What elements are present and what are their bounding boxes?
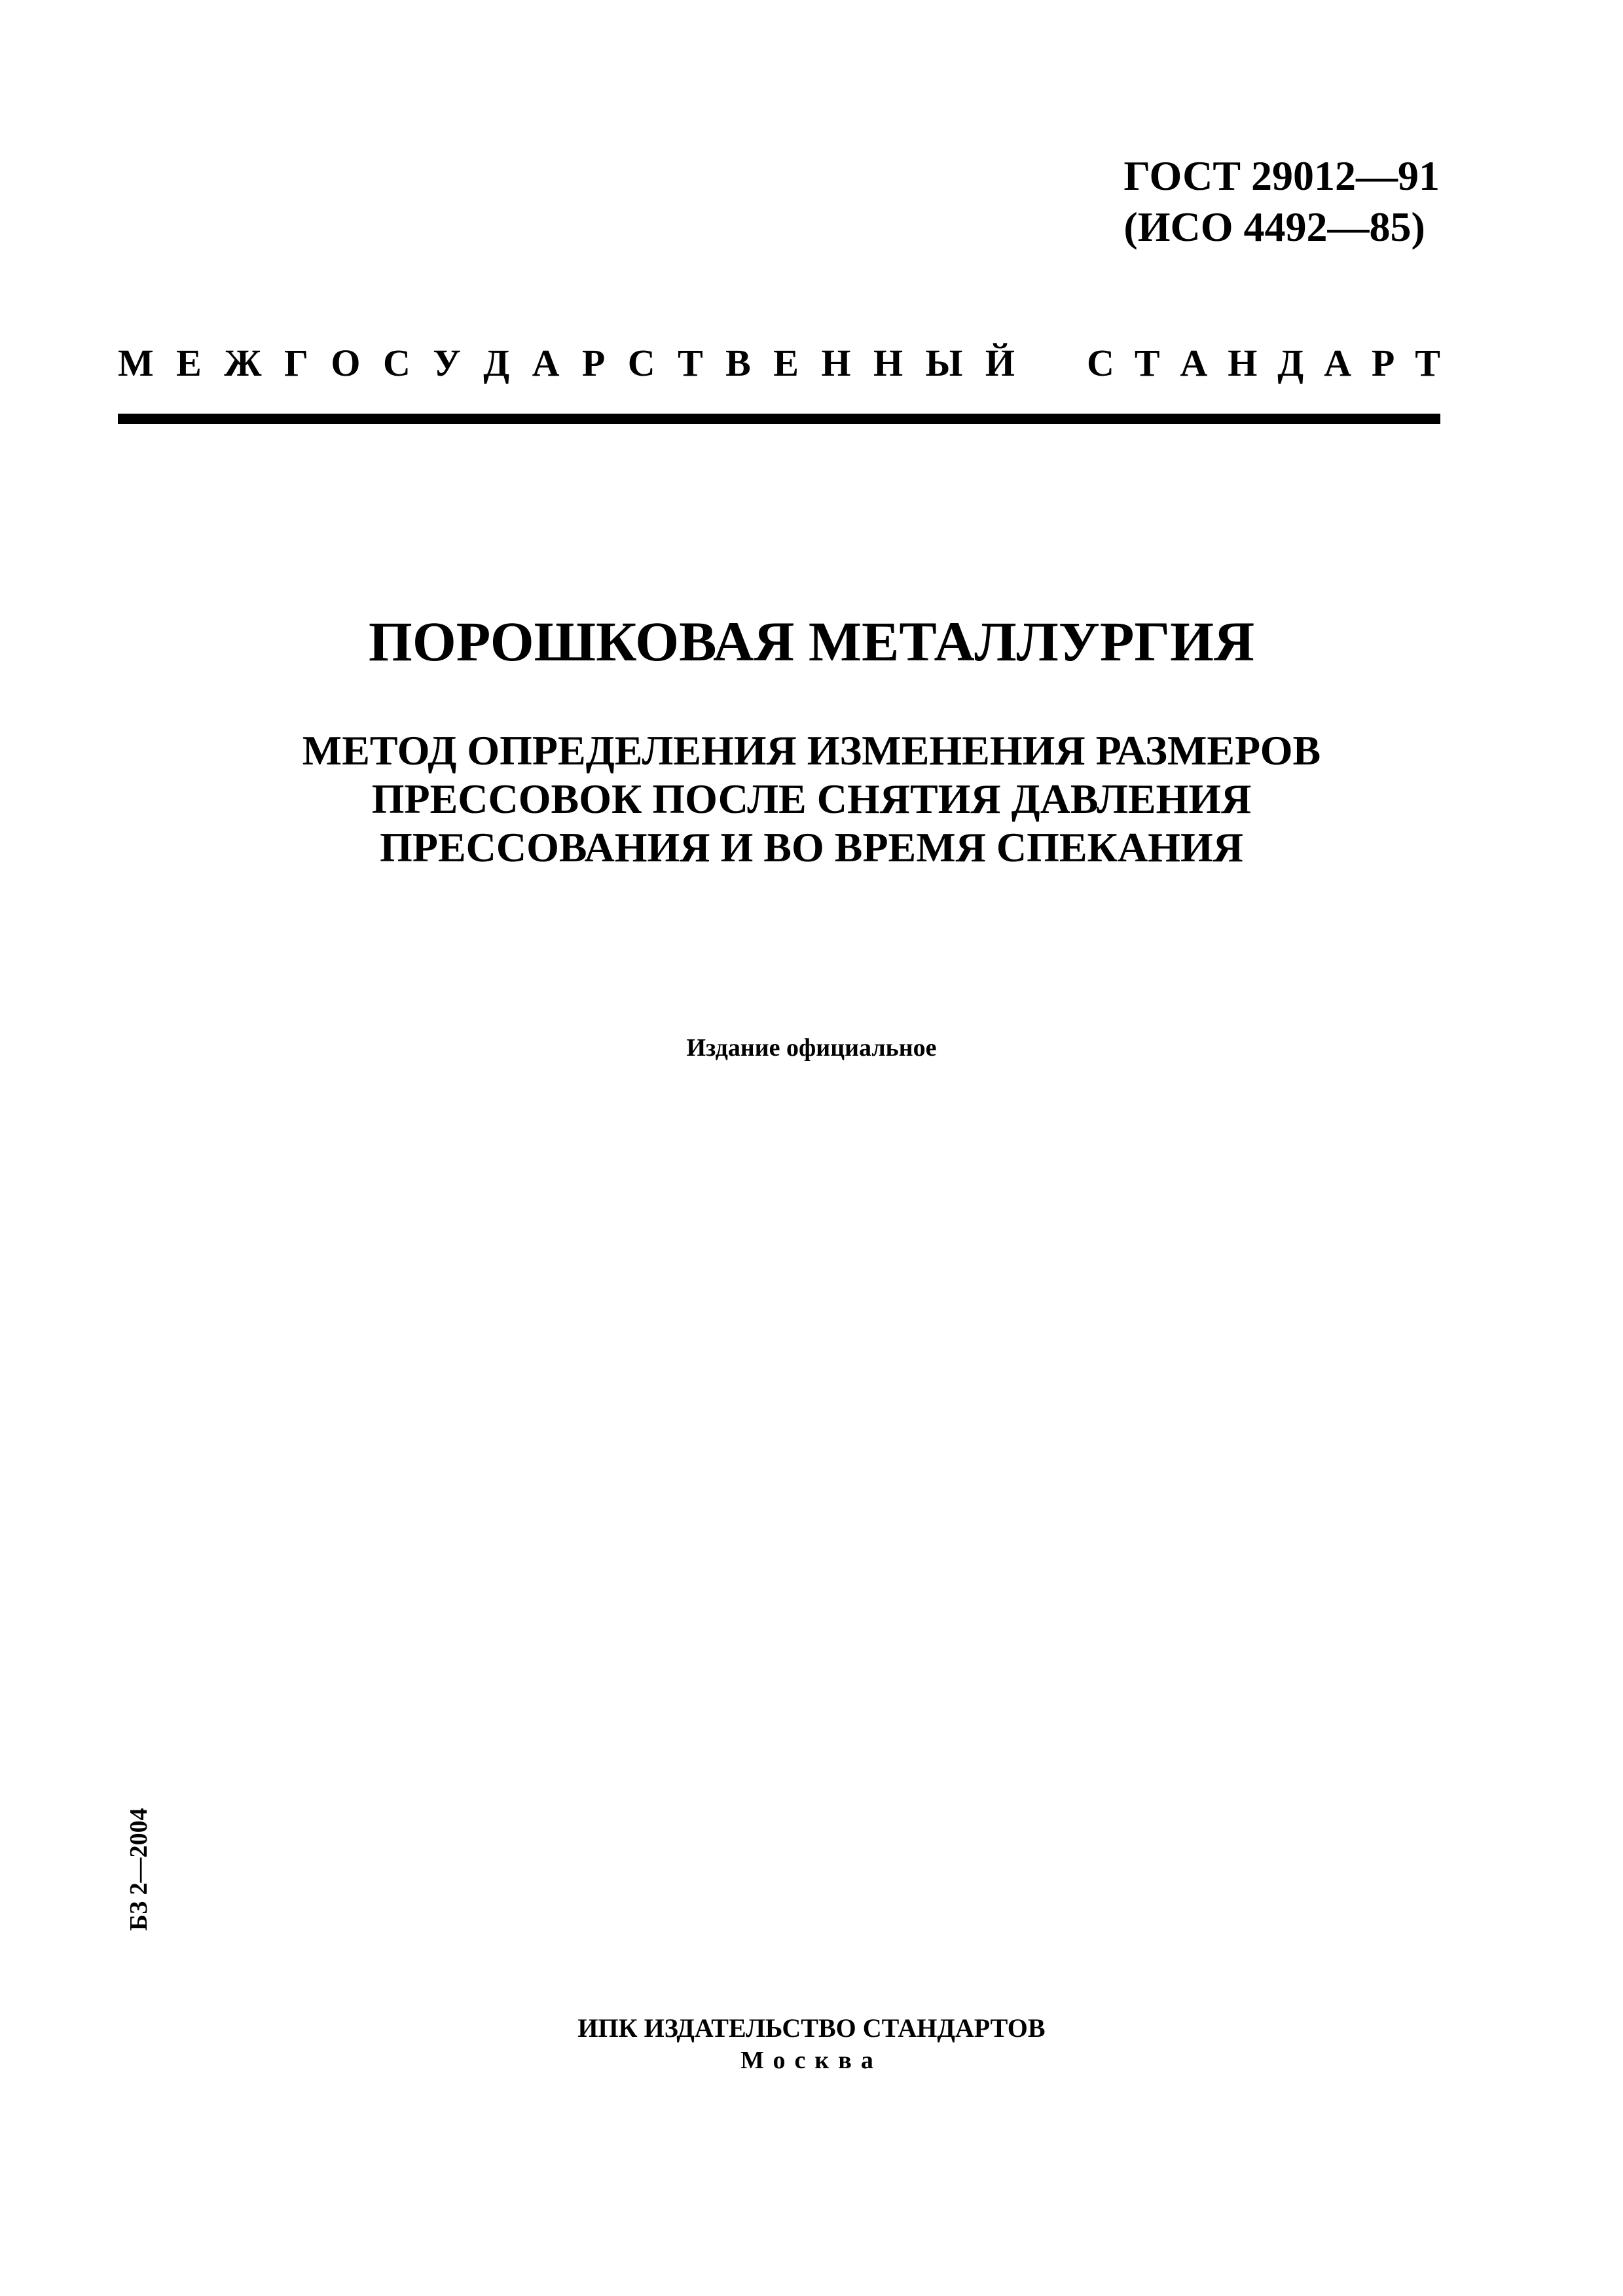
publisher-name: ИПК ИЗДАТЕЛЬСТВО СТАНДАРТОВ: [577, 2013, 1046, 2043]
header-word-interstate: [118, 340, 1015, 386]
header-divider: [118, 414, 1440, 424]
header-letter: О: [331, 342, 361, 384]
header-letter: Д: [483, 342, 510, 384]
side-catalog-code: БЗ 2—2004: [125, 1808, 153, 1931]
header-letter: Ы: [925, 342, 963, 384]
header-letter: С: [1087, 342, 1114, 384]
subtitle-line: ПРЕССОВОК ПОСЛЕ СНЯТИЯ ДАВЛЕНИЯ: [371, 776, 1252, 822]
header-letter: Е: [176, 342, 202, 384]
publisher-city: Москва: [740, 2047, 883, 2074]
standard-designation: [1123, 151, 1440, 253]
document-subtitle: [0, 726, 1623, 872]
iso-number: (ИСО 4492—85): [1123, 204, 1425, 250]
document-title: ПОРОШКОВАЯ МЕТАЛЛУРГИЯ: [368, 610, 1255, 673]
header-letter: Р: [1371, 342, 1395, 384]
header-letter: Й: [985, 342, 1015, 384]
header-letter: Т: [1415, 342, 1440, 384]
header-letter: Г: [284, 342, 308, 384]
header-letter: Ж: [224, 342, 262, 384]
header-letter: Н: [821, 342, 851, 384]
header-word-standard: [1087, 340, 1440, 386]
header-letter: А: [1324, 342, 1351, 384]
subtitle-line: МЕТОД ОПРЕДЕЛЕНИЯ ИЗМЕНЕНИЯ РАЗМЕРОВ: [302, 727, 1321, 774]
header-letter: С: [382, 342, 410, 384]
header-letter: Е: [773, 342, 799, 384]
header-letter: С: [627, 342, 655, 384]
header-letter: У: [433, 342, 461, 384]
header-letter: М: [118, 342, 154, 384]
header-letter: Т: [1134, 342, 1160, 384]
official-edition-label: Издание официальное: [686, 1034, 937, 1062]
header-letter: В: [725, 342, 751, 384]
header-letter: Р: [581, 342, 606, 384]
header-letter: Д: [1277, 342, 1304, 384]
interstate-standard-header: [118, 340, 1440, 386]
header-letter: Н: [1228, 342, 1258, 384]
gost-number: ГОСТ 29012—91: [1123, 152, 1440, 199]
header-letter: Н: [873, 342, 903, 384]
header-letter: Т: [678, 342, 703, 384]
header-letter: А: [532, 342, 560, 384]
subtitle-line: ПРЕССОВАНИЯ И ВО ВРЕМЯ СПЕКАНИЯ: [380, 824, 1243, 870]
header-letter: А: [1180, 342, 1208, 384]
